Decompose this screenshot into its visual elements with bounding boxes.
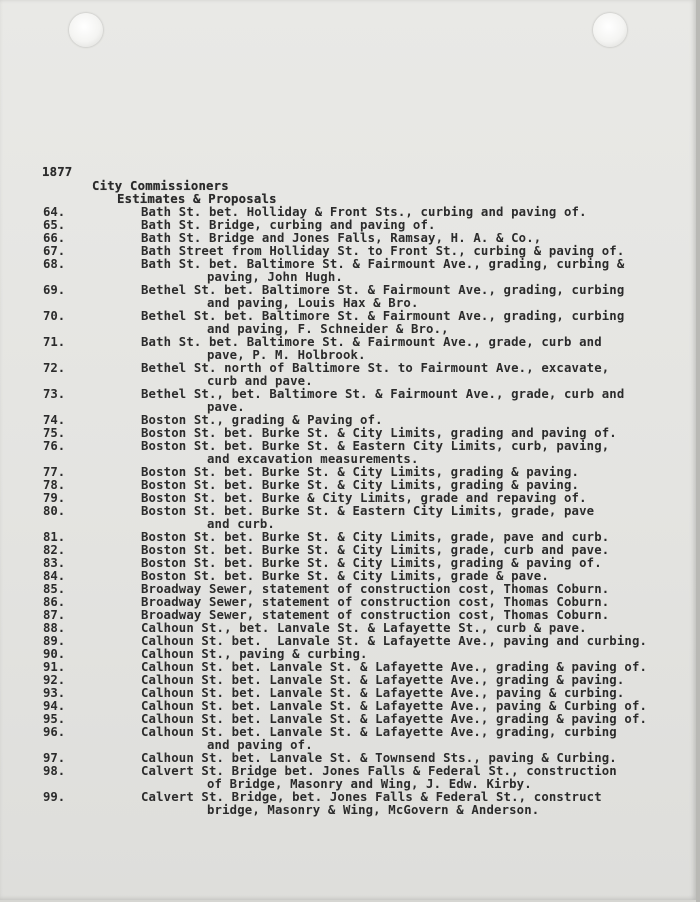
entry-text: Boston St. bet. Burke St. & City Limits, grading and paving of. <box>141 426 617 440</box>
entry-text: Bath St. Bridge, curbing and paving of. <box>141 218 436 232</box>
entry-number: 68. <box>43 257 66 271</box>
entry-text-continued: and curb. <box>207 517 275 531</box>
entry-text: Bethel St. bet. Baltimore St. & Fairmount Ave., grading, curbing <box>141 309 625 323</box>
entry-number: 95. <box>43 712 66 726</box>
entry-text: Calhoun St. bet. Lanvale St. & Lafayette Ave., grading & paving of. <box>141 660 648 674</box>
entry-text: Bath St. bet. Baltimore St. & Fairmount Ave., grade, curb and <box>141 335 602 349</box>
entry-number: 72. <box>43 361 66 375</box>
entry-number: 75. <box>43 426 66 440</box>
entry-text: Calhoun St. bet. Lanvale St. & Lafayette Ave., grading, curbing <box>141 725 617 739</box>
entry-text-continued: paving, John Hugh. <box>207 270 343 284</box>
entry-text: Calhoun St. bet. Lanvale St. & Lafayette Ave., grading & paving. <box>141 673 625 687</box>
entry-text-continued: of Bridge, Masonry and Wing, J. Edw. Kirby. <box>207 777 532 791</box>
entry-number: 84. <box>43 569 66 583</box>
entry-text: Boston St. bet. Burke St. & Eastern City Limits, grade, pave <box>141 504 595 518</box>
entry-number: 81. <box>43 530 66 544</box>
entry-text: Boston St. bet. Burke St. & Eastern City Limits, curb, paving, <box>141 439 610 453</box>
punch-hole-left <box>69 13 103 47</box>
entry-number: 64. <box>43 205 66 219</box>
list-item <box>0 440 700 466</box>
entry-text: Calhoun St. bet. Lanvale St. & Lafayette Ave., paving & Curbing of. <box>141 699 648 713</box>
entry-number: 79. <box>43 491 66 505</box>
entry-number: 94. <box>43 699 66 713</box>
entry-number: 91. <box>43 660 66 674</box>
entry-number: 92. <box>43 673 66 687</box>
entry-text-continued: and paving of. <box>207 738 313 752</box>
list-item <box>0 336 700 362</box>
list-item <box>0 310 700 336</box>
entry-number: 74. <box>43 413 66 427</box>
list-item <box>0 726 700 752</box>
entry-text: Boston St. bet. Burke St. & City Limits, grading & paving. <box>141 478 580 492</box>
entry-number: 80. <box>43 504 66 518</box>
entry-text: Bath St. bet. Holliday & Front Sts., curbing and paving of. <box>141 205 587 219</box>
entry-number: 93. <box>43 686 66 700</box>
page-edge <box>696 0 700 902</box>
entry-text: Calhoun St., bet. Lanvale St. & Lafayette St., curb & pave. <box>141 621 587 635</box>
entry-number: 86. <box>43 595 66 609</box>
entry-text: Bath St. Bridge and Jones Falls, Ramsay, H. A. & Co., <box>141 231 542 245</box>
list-item <box>0 362 700 388</box>
list-item <box>0 284 700 310</box>
entry-number: 76. <box>43 439 66 453</box>
entry-number: 83. <box>43 556 66 570</box>
entry-number: 73. <box>43 387 66 401</box>
entry-text: Broadway Sewer, statement of construction cost, Thomas Coburn. <box>141 582 610 596</box>
entry-text-continued: and excavation measurements. <box>207 452 419 466</box>
entry-text: Boston St. bet. Burke St. & City Limits, grade, pave and curb. <box>141 530 610 544</box>
entry-number: 77. <box>43 465 66 479</box>
entry-number: 78. <box>43 478 66 492</box>
entry-text: Calhoun St. bet. Lanvale St. & Lafayette Ave., paving & curbing. <box>141 686 625 700</box>
entry-text-continued: bridge, Masonry & Wing, McGovern & Anderson. <box>207 803 540 817</box>
entry-number: 65. <box>43 218 66 232</box>
entry-number: 96. <box>43 725 66 739</box>
entry-number: 98. <box>43 764 66 778</box>
entry-text-continued: curb and pave. <box>207 374 313 388</box>
entry-text: Boston St. bet. Burke St. & City Limits, grading & paving of. <box>141 556 602 570</box>
entry-number: 69. <box>43 283 66 297</box>
entry-number: 82. <box>43 543 66 557</box>
entry-text: Boston St. bet. Burke St. & City Limits, grading & paving. <box>141 465 580 479</box>
entry-text: Boston St. bet. Burke & City Limits, grade and repaving of. <box>141 491 587 505</box>
list-item <box>0 388 700 414</box>
entry-number: 90. <box>43 647 66 661</box>
entry-number: 85. <box>43 582 66 596</box>
entry-number: 71. <box>43 335 66 349</box>
entry-text: Broadway Sewer, statement of construction cost, Thomas Coburn. <box>141 608 610 622</box>
entry-text-continued: pave, P. M. Holbrook. <box>207 348 366 362</box>
list-item <box>0 765 700 791</box>
entry-text: Calhoun St. bet. Lanvale St. & Lafayette Ave., grading & paving of. <box>141 712 648 726</box>
punch-hole-right <box>593 13 627 47</box>
document-year: 1877 <box>42 165 73 179</box>
entry-text-continued: and paving, F. Schneider & Bro., <box>207 322 449 336</box>
list-item <box>0 258 700 284</box>
list-item <box>0 791 700 817</box>
entry-text: Calvert St. Bridge, bet. Jones Falls & Federal St., construct <box>141 790 602 804</box>
entry-text: Calhoun St. bet. Lanvale St. & Lafayette Ave., paving and curbing. <box>141 634 648 648</box>
entry-number: 97. <box>43 751 66 765</box>
entry-text: Calvert St. Bridge bet. Jones Falls & Federal St., construction <box>141 764 617 778</box>
entry-number: 89. <box>43 634 66 648</box>
entry-number: 88. <box>43 621 66 635</box>
entry-text: Boston St. bet. Burke St. & City Limits, grade & pave. <box>141 569 549 583</box>
entry-text: Boston St., grading & Paving of. <box>141 413 383 427</box>
list-item <box>0 505 700 531</box>
document-heading: City Commissioners <box>92 179 229 193</box>
entry-text: Bethel St., bet. Baltimore St. & Fairmount Ave., grade, curb and <box>141 387 625 401</box>
entry-number: 67. <box>43 244 66 258</box>
entry-text: Bath St. bet. Baltimore St. & Fairmount Ave., grading, curbing & <box>141 257 625 271</box>
entry-number: 99. <box>43 790 66 804</box>
entry-number: 70. <box>43 309 66 323</box>
entry-text: Bath Street from Holliday St. to Front St., curbing & paving of. <box>141 244 625 258</box>
entry-text: Broadway Sewer, statement of construction cost, Thomas Coburn. <box>141 595 610 609</box>
entry-text: Boston St. bet. Burke St. & City Limits, grade, curb and pave. <box>141 543 610 557</box>
entry-text: Calhoun St. bet. Lanvale St. & Townsend Sts., paving & Curbing. <box>141 751 617 765</box>
entry-text-continued: and paving, Louis Hax & Bro. <box>207 296 419 310</box>
entry-number: 87. <box>43 608 66 622</box>
entry-text: Bethel St. bet. Baltimore St. & Fairmount Ave., grading, curbing <box>141 283 625 297</box>
entry-text-continued: pave. <box>207 400 245 414</box>
entry-number: 66. <box>43 231 66 245</box>
entry-text: Calhoun St., paving & curbing. <box>141 647 368 661</box>
entry-list <box>0 206 700 817</box>
entry-text: Bethel St. north of Baltimore St. to Fairmount Ave., excavate, <box>141 361 610 375</box>
document-subheading: Estimates & Proposals <box>117 192 277 206</box>
